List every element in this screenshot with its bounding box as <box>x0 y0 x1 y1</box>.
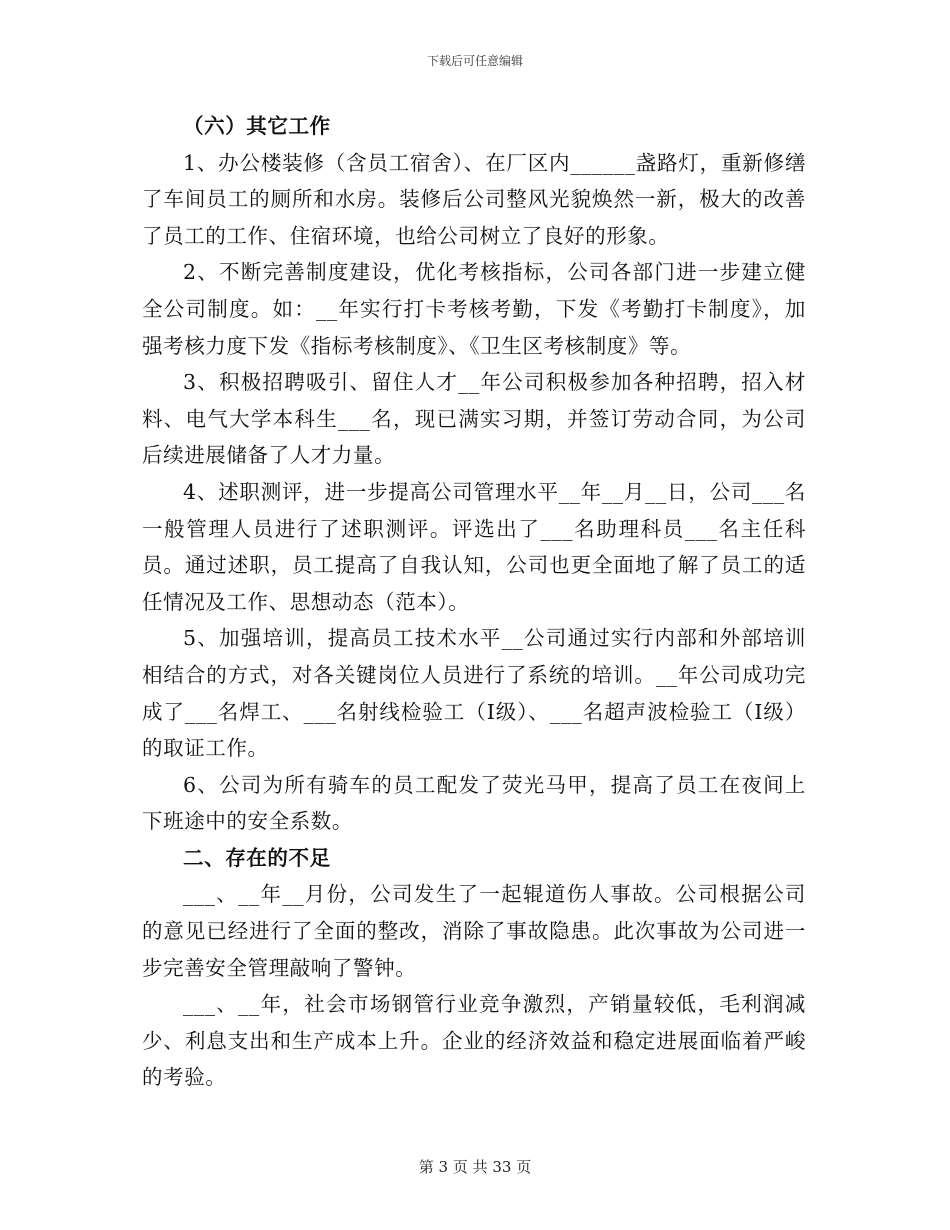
document-body <box>142 108 806 1096</box>
section-heading-shortcomings: 二、存在的不足 <box>183 845 331 870</box>
paragraph-recruitment: 3、积极招聘吸引、留住人才__年公司积极参加各种招聘，招入材料、电气大学本科生___名，现已满实习期，并签订劳动合同，为公司后续进展储备了人才力量。 <box>142 370 806 468</box>
paragraph-office-renovation: 1、办公楼装修（含员工宿舍）、在厂区内______盏路灯，重新修缮了车间员工的厕所和水房。装修后公司整风光貌焕然一新，极大的改善了员工的工作、住宿环境，也给公司树立了良好的形象。 <box>142 150 806 248</box>
section-heading-other-work: （六）其它工作 <box>183 114 331 138</box>
paragraph-performance-review: 4、述职测评，进一步提高公司管理水平__年__月__日，公司___名一般管理人员进行了述职测评。评选出了___名助理科员___名主任科员。通过述职，员工提高了自我认知，公司也更全面地了解了员工的适任情况及工作、思想动态（范本）。 <box>142 479 806 614</box>
paragraph-system-building: 2、不断完善制度建设，优化考核指标，公司各部门进一步建立健全公司制度。如：__年实行打卡考核考勤，下发《考勤打卡制度》，加强考核力度下发《指标考核制度》、《卫生区考核制度》等。 <box>142 260 806 358</box>
paragraph-reflective-vests: 6、公司为所有骑车的员工配发了荧光马甲，提高了员工在夜间上下班途中的安全系数。 <box>142 772 806 834</box>
paragraph-market-competition: ___、__年，社会市场钢管行业竞争激烈，产销量较低，毛利润减少、利息支出和生产成本上升。企业的经济效益和稳定进展面临着严峻的考验。 <box>142 992 806 1090</box>
page-header: 下载后可任意编辑 <box>426 54 523 68</box>
paragraph-accident: ___、__年__月份，公司发生了一起辊道伤人事故。公司根据公司的意见已经进行了全面的整改，消除了事故隐患。此次事故为公司进一步完善安全管理敲响了警钟。 <box>142 882 806 980</box>
page-number: 第 3 页 共 33 页 <box>418 1158 532 1176</box>
paragraph-training: 5、加强培训，提高员工技术水平__公司通过实行内部和外部培训相结合的方式，对各关键岗位人员进行了系统的培训。__年公司成功完成了___名焊工、___名射线检验工（I级）、___名超声波检验工（I级）的取证工作。 <box>142 626 806 761</box>
